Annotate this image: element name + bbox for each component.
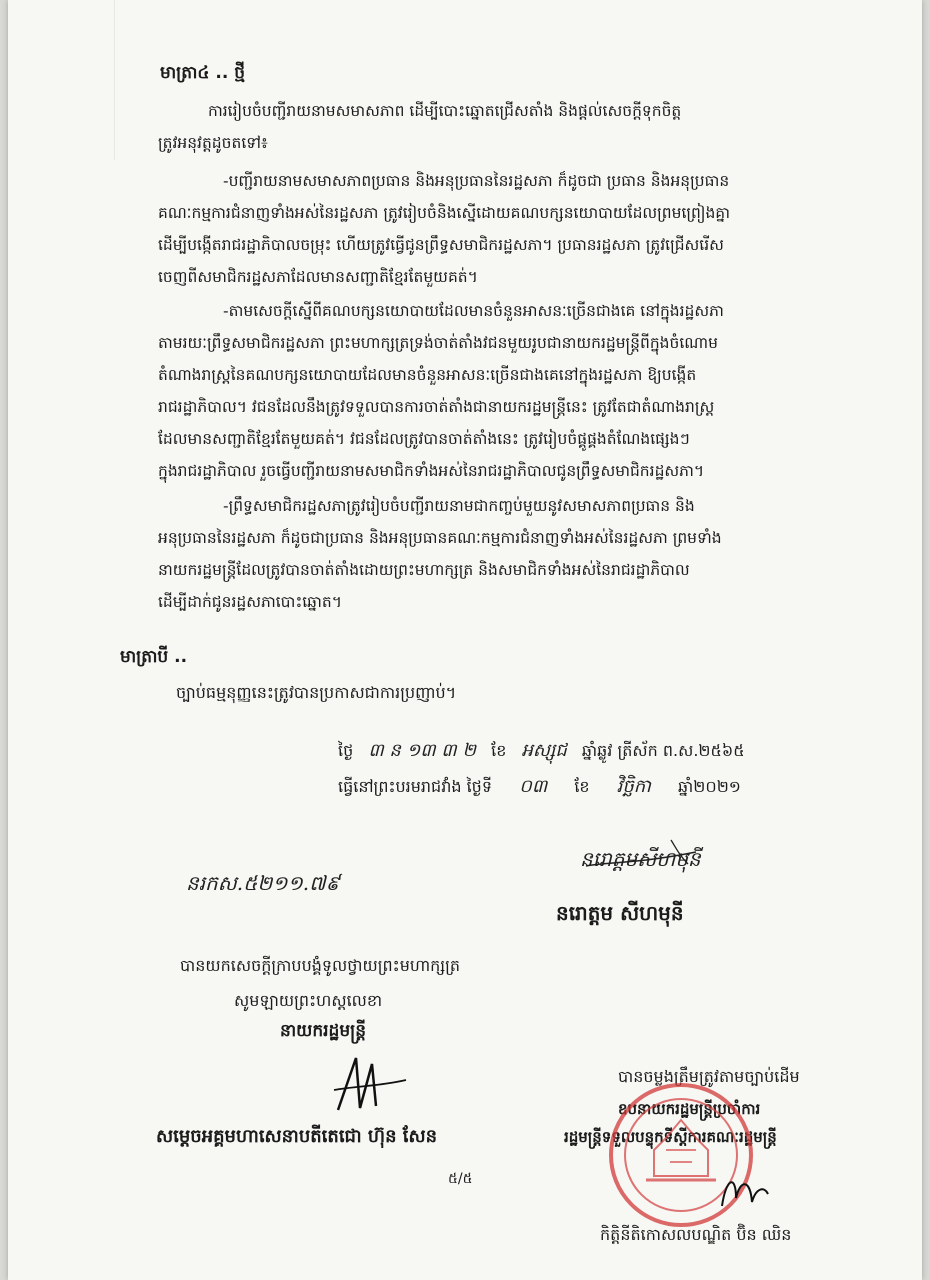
paragraph-line: -បញ្ជីរាយនាមសមាសភាពប្រធាន និងអនុប្រធាននៃរដ្ឋសភា ក៏ដូចជា ប្រធាន និងអនុប្រធាន [223,172,730,190]
paragraph-line: ដើម្បីដាក់ជូនរដ្ឋសភាបោះឆ្នោត។ [158,593,342,611]
intro-line: ត្រូវអនុវត្តដូចតទៅ៖ [158,134,268,152]
date-month-prefix-2: ខែ [574,777,590,796]
date-day-prefix: ថ្ងៃ [338,741,354,760]
paragraph-line: -តាមសេចក្ដីស្នើពីគណបក្សនយោបាយដែលមានចំនួនអាសនៈច្រើនជាងគេ នៅក្នុងរដ្ឋសភា [223,302,724,320]
pm-title: នាយករដ្ឋមន្ត្រី [280,1021,366,1041]
reference-number: នរកស.៥២១១.៧៩ [186,871,340,895]
pm-signature [326,1050,416,1120]
paragraph-line: តាមរយៈព្រឹទ្ធសមាជិករដ្ឋសភា ព្រះមហាក្សត្រទ្រង់ចាត់តាំងវជនមួយរូបជានាយករដ្ឋមន្ត្រីពីក្នុងចំណោម [158,334,718,352]
handwritten-month: វិច្ឆិកា [616,776,651,797]
minister-title-line-2: រដ្ឋមន្ត្រីទទួលបន្ទុកទីស្ដីការគណៈរដ្ឋមន្ត្រី [564,1128,777,1146]
pm-note-line-1: បានយកសេចក្ដីក្រាបបង្គំទូលថ្វាយព្រះមហាក្សត្រ [180,956,460,975]
paragraph-line: អនុប្រធាននៃរដ្ឋសភា ក៏ដូចជាប្រធាន និងអនុប្រធានគណៈកម្មការជំនាញទាំងអស់នៃរដ្ឋសភា ព្រមទាំង [158,529,722,547]
minister-signature [714,1168,774,1213]
handwritten-day: ០៣ [519,776,548,797]
article-b-heading: មាត្រាបី .. [120,647,188,667]
paragraph-line: -ព្រឹទ្ធសមាជិករដ្ឋសភាត្រូវរៀបចំបញ្ជីរាយនាមជាកញ្ចប់មួយនូវសមាសភាពប្រធាន និង [223,497,695,515]
handwritten-lunar-month: អស្សុជ [521,740,567,761]
date-line-2 [338,776,741,798]
paragraph-line: រាជរដ្ឋាភិបាល។ វជនដែលនឹងត្រូវទទួលបានការចាត់តាំងជានាយករដ្ឋមន្ត្រីនេះ ត្រូវតែជាតំណាងរាស្ត្រ [158,398,715,416]
paragraph-line: ដើម្បីបង្កើតរាជរដ្ឋាភិបាលចម្រុះ ហើយត្រូវធ្វើជូនព្រឹទ្ធសមាជិករដ្ឋសភា។ ប្រធានរដ្ឋសភា ត្រូវជ្រើសរើស [158,236,724,254]
paragraph-line: ក្នុងរាជរដ្ឋាភិបាល រួចធ្វើបញ្ជីរាយនាមសមាជិកទាំងអស់នៃរាជរដ្ឋាភិបាលជូនព្រឹទ្ធសមាជិករដ្ឋសភា។ [158,462,705,480]
page-number: ៥/៥ [448,1171,473,1187]
date-place-prefix: ធ្វើនៅព្រះបរមរាជវាំង ថ្ងៃទី [338,777,492,796]
intro-line: ការរៀបចំបញ្ជីរាយនាមសមាសភាព ដើម្បីបោះឆ្នោតជ្រើសតាំង និងផ្ដល់សេចក្ដីទុកចិត្ត [208,102,682,120]
article4-intro [158,95,858,159]
king-name: នរោត្តម សីហមុនី [556,901,684,925]
king-signature-stroke [576,834,706,874]
paragraph-line: នាយករដ្ឋមន្ត្រីដែលត្រូវបានចាត់តាំងដោយព្រះមហាក្សត្រ និងសមាជិកទាំងអស់នៃរាជរដ្ឋាភិបាល [158,561,690,579]
handwritten-lunar-day: ៣ ន ១៣ ៣ ២ [368,740,477,761]
paper-fold [100,0,115,160]
pm-name: សម្ដេចអគ្គមហាសេនាបតីតេជោ ហ៊ុន សែន [156,1126,438,1147]
article4-paragraph-3 [158,490,858,618]
paragraph-line: គណៈកម្មការជំនាញទាំងអស់នៃរដ្ឋសភា ត្រូវរៀបចំនិងស្នើដោយគណបក្សនយោបាយដែលព្រមព្រៀងគ្នា [158,204,731,222]
paragraph-line: ចេញពីសមាជិករដ្ឋសភាដែលមានសញ្ជាតិខ្មែរតែមួយគត់។ [158,268,478,286]
date-year-text: ឆ្នាំឆ្លូវ ត្រីស័ក ព.ស.២៥៦៥ [581,741,745,760]
article4-paragraph-1 [158,165,858,293]
pm-note-line-2: សូមឡាយព្រះហស្តលេខា [234,991,383,1010]
minister-note-line-1: បានចម្លងត្រឹមត្រូវតាមច្បាប់ដើម [618,1067,800,1086]
minister-name: កិត្តិនីតិកោសលបណ្ឌិត ប៊ិន ឈិន [600,1225,792,1244]
article-b-text: ច្បាប់ធម្មនុញ្ញនេះត្រូវបានប្រកាសជាការប្រញាប់។ [176,683,457,702]
minister-title-line-1: ឧបនាយករដ្ឋមន្ត្រីប្រចាំការ [618,1100,761,1118]
date-month-prefix: ខែ [491,741,507,760]
date-year-2: ឆ្នាំ២០២១ [678,777,741,796]
article4-heading: មាត្រា៤ .. ថ្មី [160,63,246,83]
article4-paragraph-2 [158,295,858,487]
document-page [8,0,922,1280]
date-line-1 [338,740,745,762]
paragraph-line: ដែលមានសញ្ជាតិខ្មែរតែមួយគត់។ វជនដែលត្រូវបានចាត់តាំងនេះ ត្រូវរៀបចំផ្គូផ្គងតំណែងផ្សេងៗ [158,430,690,448]
king-signature: នរោត្តមសីហមុនី [580,847,701,871]
paragraph-line: តំណាងរាស្ត្រនៃគណបក្សនយោបាយដែលមានចំនួនអាសនៈច្រើនជាងគេនៅក្នុងរដ្ឋសភា ឱ្យបង្កើត [158,366,697,384]
